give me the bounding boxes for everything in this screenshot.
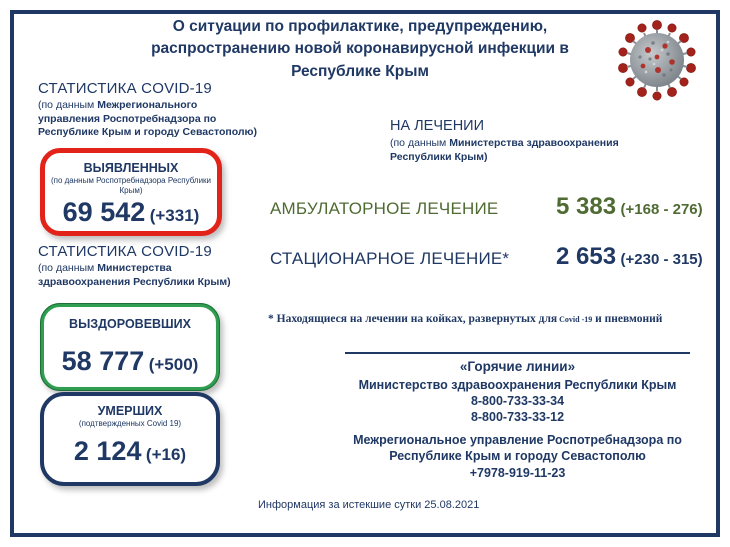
- ambulatory-delta: (+168 - 276): [620, 201, 703, 218]
- statistics-section-minzdrav: [38, 243, 258, 289]
- rospotrebnadzor-block: [325, 432, 710, 481]
- deaths-sublabel: (подтвержденных Covid 19): [78, 419, 182, 428]
- separator-line: [345, 352, 690, 354]
- detected-delta: (+331): [149, 206, 200, 225]
- deaths-card: [40, 392, 220, 486]
- detected-value: 69 542: [62, 197, 146, 227]
- detected-label: ВЫЯВЛЕННЫХ: [83, 161, 179, 175]
- detected-value-row: [45, 199, 217, 226]
- section-subtitle: [38, 99, 258, 140]
- page-title: О ситуации по профилактике, предупреждению, распространению новой коронавирусной инфекции в Республике Крым: [151, 18, 569, 80]
- report-date: Информация за истекшие сутки 25.08.2021: [258, 499, 480, 511]
- section-title: СТАТИСТИКА COVID-19: [38, 80, 212, 97]
- ministry-name: Министерство здравоохранения Республики Крым: [358, 377, 677, 392]
- section-title: СТАТИСТИКА COVID-19: [38, 243, 212, 260]
- hotlines-block: [340, 358, 695, 425]
- stationary-treatment-label: СТАЦИОНАРНОЕ ЛЕЧЕНИЕ*: [270, 249, 510, 268]
- detected-card: [40, 148, 222, 236]
- stationary-value: 2 653: [556, 243, 617, 270]
- recovered-delta: (+500): [148, 355, 199, 374]
- treatment-footnote: [268, 313, 688, 325]
- subtitle-source: Министерства здравоохранения Республики Крым): [38, 262, 231, 288]
- ambulatory-value: 5 383: [556, 193, 617, 220]
- recovered-card: [40, 303, 220, 391]
- ambulatory-treatment-label: АМБУЛАТОРНОЕ ЛЕЧЕНИЕ: [270, 199, 499, 218]
- stationary-delta: (+230 - 315): [620, 251, 703, 268]
- stationary-treatment-value: [556, 243, 703, 271]
- footnote-covid: Covid -19: [557, 315, 593, 324]
- subtitle-source: Министерства здравоохранения Республики Крым): [390, 137, 619, 163]
- rospotrebnadzor-phone: +7978-919-11-23: [469, 465, 566, 480]
- detected-sublabel: (по данным Роспотребнадзора Республики Крым): [50, 176, 212, 195]
- rospotrebnadzor-name: Межрегиональное управление Роспотребнадзора по Республике Крым и городу Севастополю: [353, 433, 682, 464]
- recovered-label: ВЫЗДОРОВЕВШИХ: [69, 317, 191, 331]
- deaths-value: 2 124: [73, 436, 142, 466]
- coronavirus-icon: [610, 12, 704, 110]
- recovered-value-row: [44, 348, 216, 375]
- deaths-label: УМЕРШИХ: [97, 404, 163, 418]
- deaths-delta: (+16): [145, 445, 187, 464]
- hotlines-title: «Горячие линии»: [459, 359, 576, 374]
- ministry-phone-2: 8-800-733-33-12: [470, 410, 565, 425]
- subtitle-prefix: (по данным: [38, 99, 95, 111]
- ministry-phone-1: 8-800-733-33-34: [470, 393, 565, 408]
- treatment-title: НА ЛЕЧЕНИИ: [390, 118, 485, 134]
- ambulatory-treatment-value: [556, 193, 703, 221]
- deaths-value-row: [44, 438, 216, 465]
- statistics-section-rospotrebnadzor: [38, 80, 258, 140]
- subtitle-prefix: (по данным: [390, 137, 447, 149]
- subtitle-prefix: (по данным: [38, 262, 95, 274]
- footnote-main: * Находящиеся на лечении на койках, развернутых для: [268, 313, 558, 325]
- treatment-subtitle: [390, 137, 640, 164]
- recovered-value: 58 777: [61, 346, 145, 376]
- section-subtitle: [38, 262, 258, 289]
- subtitle-source: Межрегионального управления Роспотребнадзора по Республике Крым и городу Севастополю): [38, 99, 258, 139]
- footnote-tail: и пневмоний: [592, 313, 663, 325]
